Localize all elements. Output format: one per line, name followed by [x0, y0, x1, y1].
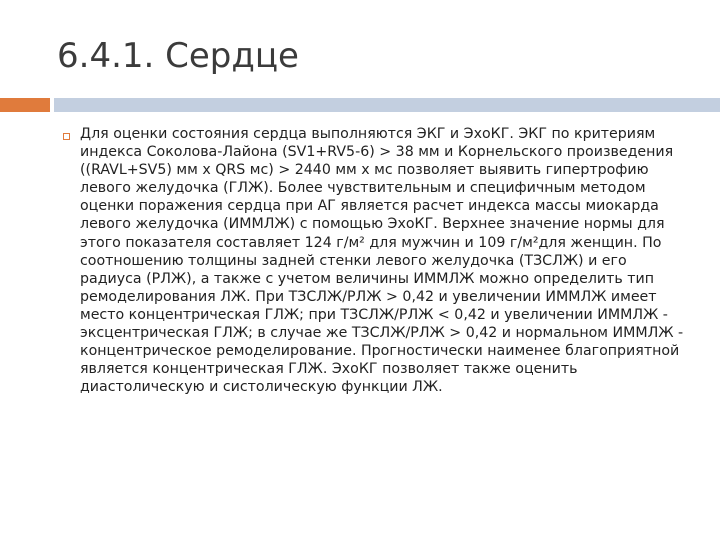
- title-underline-accent: [0, 98, 50, 112]
- title-underline-bar: [54, 98, 720, 112]
- slide-body-paragraph: Для оценки состояния сердца выполняются ЭКГ и ЭхоКГ. ЭКГ по критериям индекса Соколова-Лайона (SV1+RV5-6) > 38 мм и Корнельского произведения ((RAVL+SV5) мм х QRS мс) > 2440 мм х мс позволяет выявить гипертрофию левого желудочка (ГЛЖ). Более чувствительным и специфичным методом оценки поражения сердца при АГ является расчет индекса массы миокарда левого желудочка (ИММЛЖ) с помощью ЭхоКГ. Верхнее значение нормы для этого показателя составляет 124 г/м² для мужчин и 109 г/м²для женщин. По соотношению толщины задней стенки левого желудочка (ТЗСЛЖ) и его радиуса (РЛЖ), а также с учетом величины ИММЛЖ можно определить тип ремоделирования ЛЖ. При ТЗСЛЖ/РЛЖ > 0,42 и увеличении ИММЛЖ имеет место концентрическая ГЛЖ; при ТЗСЛЖ/РЛЖ < 0,42 и увеличении ИММЛЖ - эксцентрическая ГЛЖ; в случае же ТЗСЛЖ/РЛЖ > 0,42 и нормальном ИММЛЖ - концентрическое ремоделирование. Прогностически наименее благоприятной является концентрическая ГЛЖ. ЭхоКГ позволяет также оценить диастолическую и систолическую функции ЛЖ.: [80, 126, 684, 396]
- square-bullet-icon: [63, 133, 70, 140]
- slide-title: 6.4.1. Сердце: [57, 36, 299, 76]
